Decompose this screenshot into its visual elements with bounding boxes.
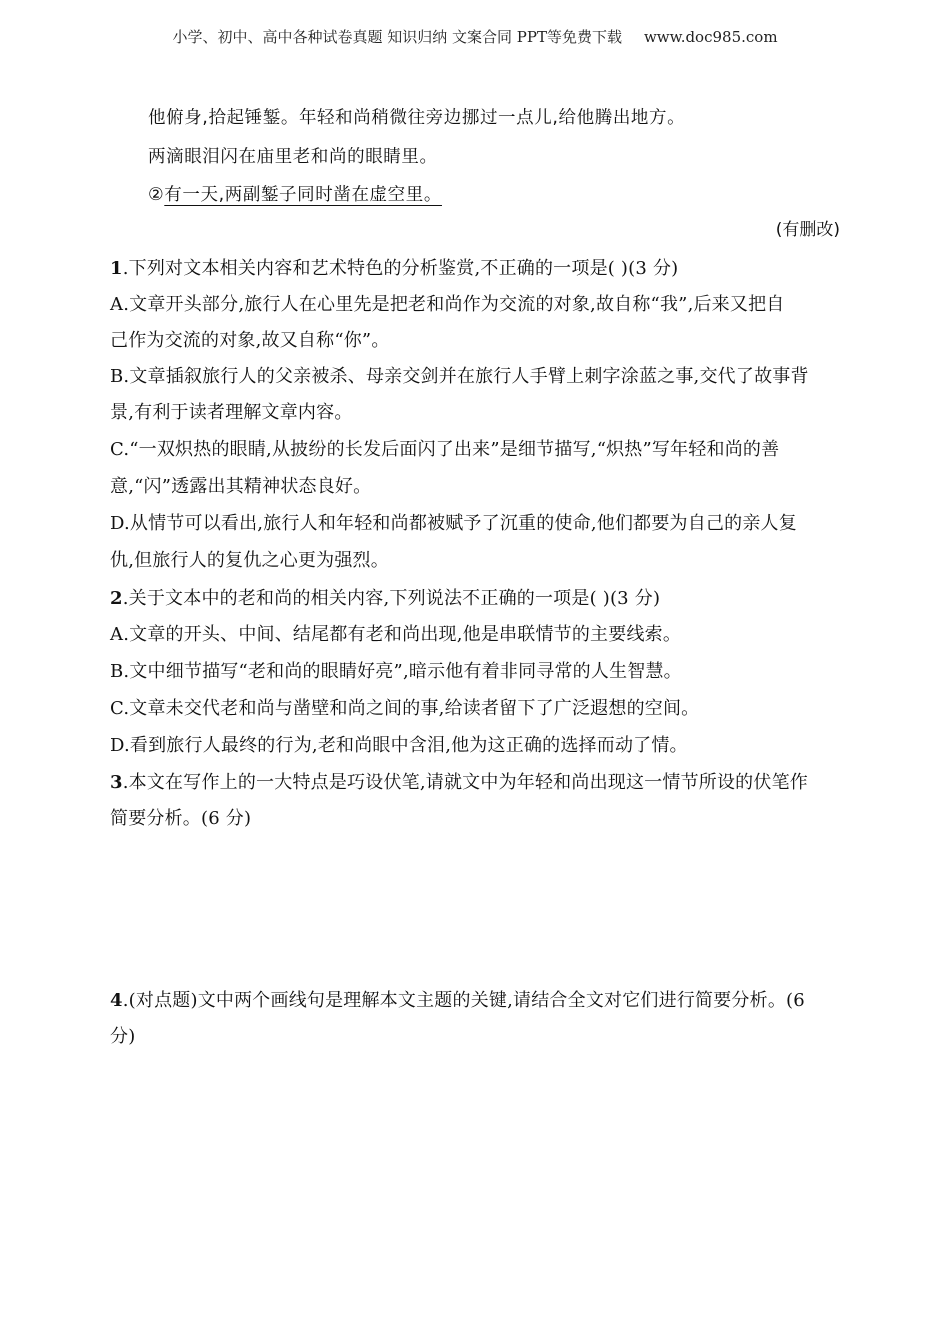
question-1-option-b-line-1: B.文章插叙旅行人的父亲被杀、母亲交剑并在旅行人手臂上刺字涂蓝之事,交代了故事背 — [110, 366, 809, 387]
passage-line-2: 两滴眼泪闪在庙里老和尚的眼睛里。 — [148, 147, 438, 167]
question-1-option-a-line-2: 己作为交流的对象,故又自称“你”。 — [110, 330, 390, 351]
question-1-number: 1 — [110, 258, 123, 279]
underlined-sentence-2: 有一天,两副錾子同时凿在虚空里。 — [164, 185, 442, 205]
passage-line-3 — [148, 181, 848, 206]
question-2-option-a: A.文章的开头、中间、结尾都有老和尚出现,他是串联情节的主要线索。 — [110, 624, 682, 645]
question-3-number: 3 — [110, 772, 123, 793]
question-3-line-1: 3.本文在写作上的一大特点是巧设伏笔,请就文中为年轻和尚出现这一情节所设的伏笔作 — [110, 772, 808, 793]
question-1-option-d-line-2: 仇,但旅行人的复仇之心更为强烈。 — [110, 550, 389, 571]
question-4-line-2: 分) — [110, 1026, 136, 1047]
question-1-stem: 1.下列对文本相关内容和艺术特色的分析鉴赏,不正确的一项是( )(3 分) — [110, 258, 679, 279]
question-2-stem: 2.关于文本中的老和尚的相关内容,下列说法不正确的一项是( )(3 分) — [110, 588, 661, 609]
header-text: 小学、初中、高中各种试卷真题 知识归纳 文案合同 PPT等免费下载 — [172, 28, 622, 46]
question-4-number: 4 — [110, 990, 123, 1011]
question-2-option-b: B.文中细节描写“老和尚的眼睛好亮”,暗示他有着非同寻常的人生智慧。 — [110, 661, 682, 682]
circled-number-2: ② — [148, 185, 165, 205]
question-2-number: 2 — [110, 588, 123, 609]
source-note: (有删改) — [775, 220, 840, 240]
question-4-line-1: 4.(对点题)文中两个画线句是理解本文主题的关键,请结合全文对它们进行简要分析。(6 — [110, 990, 805, 1011]
question-1-option-c-line-1: C.“一双炽热的眼睛,从披纷的长发后面闪了出来”是细节描写,“炽热”写年轻和尚的善 — [110, 439, 780, 460]
question-2-option-d: D.看到旅行人最终的行为,老和尚眼中含泪,他为这正确的选择而动了情。 — [110, 735, 688, 756]
question-1-option-d-line-1: D.从情节可以看出,旅行人和年轻和尚都被赋予了沉重的使命,他们都要为自己的亲人复 — [110, 513, 797, 534]
header-url[interactable]: www.doc985.com — [643, 28, 778, 46]
passage-line-1: 他俯身,拾起锤錾。年轻和尚稍微往旁边挪过一点儿,给他腾出地方。 — [148, 108, 686, 128]
page-header — [0, 26, 950, 47]
question-1-option-b-line-2: 景,有利于读者理解文章内容。 — [110, 402, 353, 423]
question-1-option-a-line-1: A.文章开头部分,旅行人在心里先是把老和尚作为交流的对象,故自称“我”,后来又把自 — [110, 294, 785, 315]
question-3-line-2: 简要分析。(6 分) — [110, 808, 252, 829]
question-2-option-c: C.文章未交代老和尚与凿壁和尚之间的事,给读者留下了广泛遐想的空间。 — [110, 698, 700, 719]
question-1-option-c-line-2: 意,“闪”透露出其精神状态良好。 — [110, 476, 372, 497]
